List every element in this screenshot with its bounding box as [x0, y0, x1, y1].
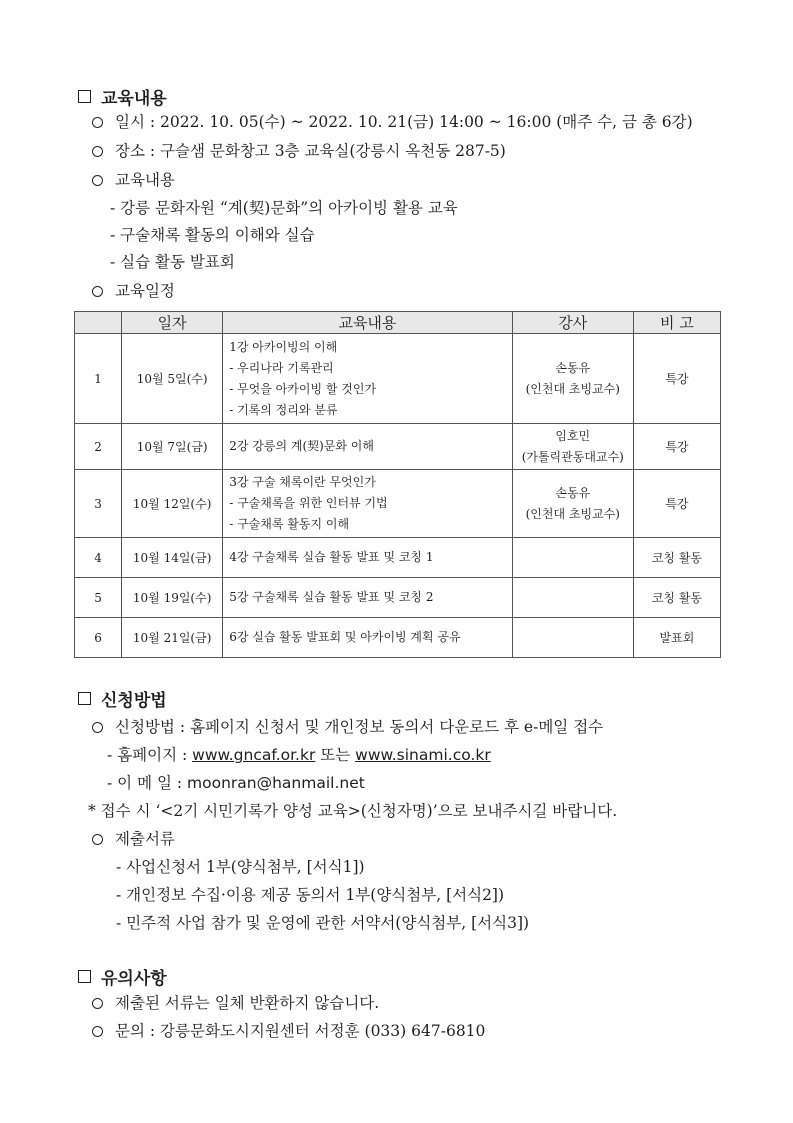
content-item: - 강릉 문화자원 “계(契)문화”의 아카이빙 활용 교육: [110, 199, 458, 217]
table-row: [75, 578, 721, 618]
table-row: [75, 334, 721, 424]
circle-bullet-icon: [92, 1026, 103, 1037]
header-no: [75, 312, 122, 334]
row-no: 4: [75, 538, 122, 578]
header-date: 일자: [122, 312, 223, 334]
application-method: 신청방법 : 홈페이지 신청서 및 개인정보 동의서 다운로드 후 e-메일 접수: [92, 716, 603, 738]
table-row: [75, 538, 721, 578]
section-heading-notes: [78, 964, 167, 989]
note-item: 문의 : 강릉문화도시지원센터 서정훈 (033) 647-6810: [92, 1020, 485, 1042]
header-instructor: 강사: [512, 312, 633, 334]
row-note: 발표회: [633, 618, 720, 658]
table-row: [75, 424, 721, 470]
education-place: 장소 : 구슬샘 문화창고 3층 교육실(강릉시 옥천동 287-5): [92, 140, 506, 162]
table-row: [75, 470, 721, 538]
circle-bullet-icon: [92, 175, 103, 186]
row-date: 10월 19일(수): [122, 578, 223, 618]
circle-bullet-icon: [92, 722, 103, 733]
row-content: 6강 실습 활동 발표회 및 아카이빙 계획 공유: [223, 618, 512, 658]
row-date: 10월 21일(금): [122, 618, 223, 658]
row-instructor: 손동유 (인천대 초빙교수): [512, 334, 633, 424]
row-content: 4강 구술채록 실습 활동 발표 및 코칭 1: [223, 538, 512, 578]
row-content: 2강 강릉의 계(契)문화 이해: [223, 424, 512, 470]
row-no: 6: [75, 618, 122, 658]
document-item: - 개인정보 수집·이용 제공 동의서 1부(양식첨부, [서식2]): [116, 886, 505, 904]
homepage-link-gncaf[interactable]: www.gncaf.or.kr: [192, 746, 316, 764]
row-date: 10월 14일(금): [122, 538, 223, 578]
section-heading-education: [78, 84, 167, 109]
circle-bullet-icon: [92, 998, 103, 1009]
circle-bullet-icon: [92, 146, 103, 157]
homepage-link-sinami[interactable]: www.sinami.co.kr: [355, 746, 491, 764]
circle-bullet-icon: [92, 117, 103, 128]
row-note: 코칭 활동: [633, 538, 720, 578]
document-item: - 사업신청서 1부(양식첨부, [서식1]): [116, 858, 365, 876]
row-content: 1강 아카이빙의 이해 - 우리나라 기록관리 - 무엇을 아카이빙 할 것인가 - 기록의 정리와 분류: [223, 334, 512, 424]
content-item: - 구술채록 활동의 이해와 실습: [110, 226, 315, 244]
email-address: moonran@hanmail.net: [187, 774, 365, 792]
checkbox-square-icon: [78, 692, 91, 705]
row-date: 10월 12일(수): [122, 470, 223, 538]
row-no: 2: [75, 424, 122, 470]
table-header-row: [75, 312, 721, 334]
row-note: 특강: [633, 334, 720, 424]
document-item: - 민주적 사업 참가 및 운영에 관한 서약서(양식첨부, [서식3]): [116, 914, 530, 932]
header-note: 비 고: [633, 312, 720, 334]
email-line: - 이 메 일 : moonran@hanmail.net: [107, 774, 365, 792]
row-instructor: [512, 618, 633, 658]
row-no: 1: [75, 334, 122, 424]
row-note: 특강: [633, 470, 720, 538]
note-item: 제출된 서류는 일체 반환하지 않습니다.: [92, 992, 379, 1014]
row-content: 5강 구술채록 실습 활동 발표 및 코칭 2: [223, 578, 512, 618]
documents-label: 제출서류: [92, 828, 175, 850]
homepage-line: - 홈페이지 : www.gncaf.or.kr 또는 www.sinami.co.kr: [107, 746, 491, 764]
row-note: 코칭 활동: [633, 578, 720, 618]
section-title: 유의사항: [101, 969, 167, 989]
education-schedule-label: 교육일정: [92, 280, 175, 302]
row-content: 3강 구술 채록이란 무엇인가 - 구술채록을 위한 인터뷰 기법 - 구술채록 활동지 이해: [223, 470, 512, 538]
application-notice: * 접수 시 ‘<2기 시민기록가 양성 교육>(신청자명)’으로 보내주시길 바랍니다.: [88, 802, 618, 820]
row-instructor: 손동유 (인천대 초빙교수): [512, 470, 633, 538]
header-content: 교육내용: [223, 312, 512, 334]
row-instructor: 임호민 (가톨릭관동대교수): [512, 424, 633, 470]
content-item: - 실습 활동 발표회: [110, 253, 235, 271]
section-heading-application: [78, 686, 167, 711]
education-period: 일시 : 2022. 10. 05(수) ~ 2022. 10. 21(금) 14:00 ~ 16:00 (매주 수, 금 총 6강): [92, 111, 693, 133]
checkbox-square-icon: [78, 970, 91, 983]
circle-bullet-icon: [92, 286, 103, 297]
row-instructor: [512, 538, 633, 578]
table-row: [75, 618, 721, 658]
row-no: 5: [75, 578, 122, 618]
row-no: 3: [75, 470, 122, 538]
row-date: 10월 7일(금): [122, 424, 223, 470]
education-content-label: 교육내용: [92, 169, 175, 191]
section-title: 신청방법: [101, 691, 167, 711]
schedule-table: [74, 311, 721, 658]
checkbox-square-icon: [78, 90, 91, 103]
row-instructor: [512, 578, 633, 618]
row-note: 특강: [633, 424, 720, 470]
circle-bullet-icon: [92, 834, 103, 845]
section-title: 교육내용: [101, 89, 167, 109]
row-date: 10월 5일(수): [122, 334, 223, 424]
